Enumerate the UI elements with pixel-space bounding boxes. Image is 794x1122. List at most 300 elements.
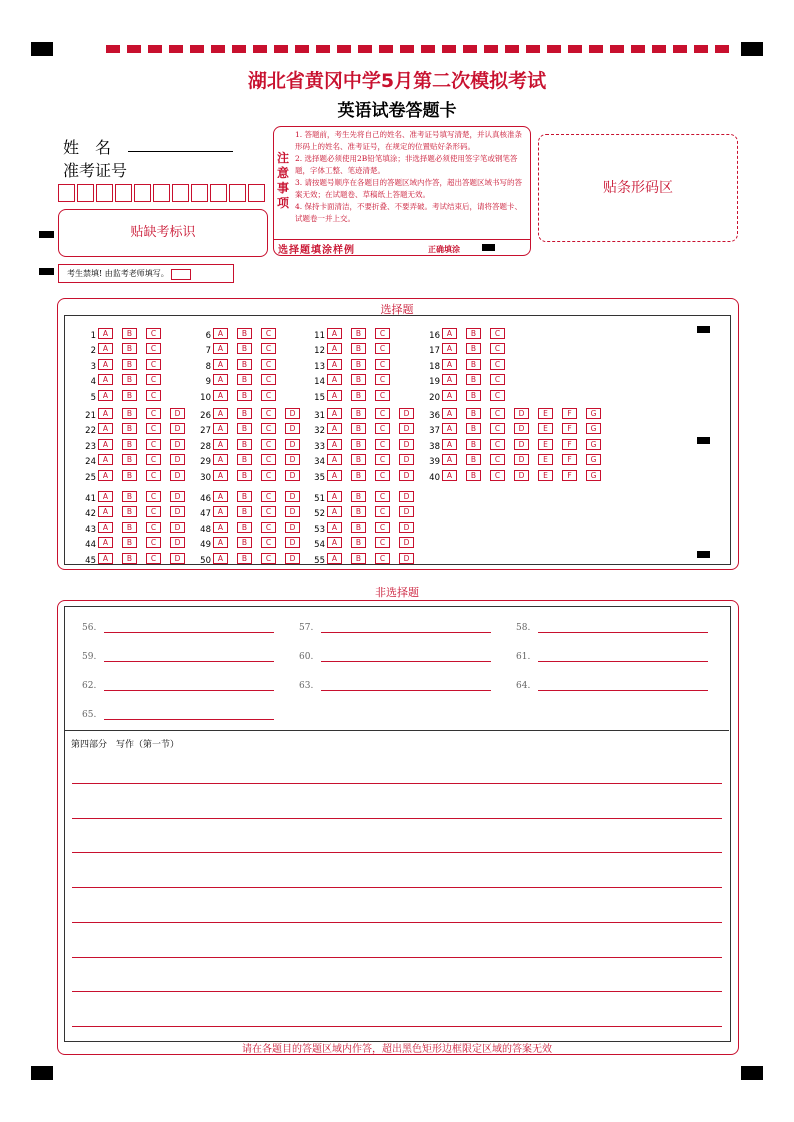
blank-number: 56. [82, 623, 97, 633]
option-bubble-b[interactable]: B [237, 390, 252, 401]
option-bubble-a[interactable]: A [213, 408, 228, 419]
blank-line[interactable] [104, 681, 274, 691]
question-row [74, 385, 170, 403]
option-bubble-d[interactable]: D [514, 454, 529, 465]
option-bubble-c[interactable]: C [261, 553, 276, 564]
option-bubble-c[interactable]: C [490, 423, 505, 434]
option-bubble-a[interactable]: A [327, 343, 342, 354]
option-bubble-a[interactable]: A [98, 470, 113, 481]
option-bubble-d[interactable]: D [514, 408, 529, 419]
option-bubble-a[interactable]: A [442, 390, 457, 401]
option-bubble-b[interactable]: B [122, 470, 137, 481]
option-bubble-b[interactable]: B [466, 454, 481, 465]
option-bubble-d[interactable]: D [399, 522, 414, 533]
option-bubble-a[interactable]: A [442, 328, 457, 339]
id-digit-cell[interactable] [191, 184, 208, 202]
id-digit-cell[interactable] [229, 184, 246, 202]
option-bubble-d[interactable]: D [399, 553, 414, 564]
option-bubble-b[interactable]: B [466, 328, 481, 339]
blank-item[interactable] [516, 652, 708, 662]
option-bubble-b[interactable]: B [351, 328, 366, 339]
id-digit-cell[interactable] [115, 184, 132, 202]
option-bubble-d[interactable]: D [170, 408, 185, 419]
footer-note: 请在各题目的答题区域内作答，超出黑色矩形边框限定区域的答案无效 [242, 1044, 552, 1055]
option-bubble-a[interactable]: A [213, 343, 228, 354]
option-bubble-c[interactable]: C [375, 454, 390, 465]
id-digit-cell[interactable] [210, 184, 227, 202]
question-number: 29 [200, 457, 211, 468]
question-row [74, 449, 194, 468]
option-bubble-c[interactable]: C [375, 408, 390, 419]
option-bubble-b[interactable]: B [237, 491, 252, 502]
absent-fill-box[interactable] [171, 269, 191, 280]
option-bubble-b[interactable]: B [122, 522, 137, 533]
option-bubble-b[interactable]: B [351, 359, 366, 370]
question-row [189, 486, 309, 504]
option-bubble-d[interactable]: D [170, 470, 185, 481]
option-bubble-a[interactable]: A [98, 553, 113, 564]
option-bubble-d[interactable]: D [170, 491, 185, 502]
option-bubble-a[interactable]: A [327, 506, 342, 517]
name-line[interactable] [128, 151, 233, 152]
question-number: 10 [200, 392, 211, 403]
option-bubble-f[interactable]: F [562, 470, 577, 481]
option-bubble-c[interactable]: C [146, 390, 161, 401]
option-bubble-a[interactable]: A [213, 522, 228, 533]
option-bubble-c[interactable]: C [490, 359, 505, 370]
option-bubble-b[interactable]: B [122, 343, 137, 354]
option-bubble-c[interactable]: C [375, 390, 390, 401]
option-bubble-e[interactable]: E [538, 423, 553, 434]
writing-line[interactable] [72, 852, 722, 853]
option-bubble-b[interactable]: B [237, 439, 252, 450]
question-number: 15 [314, 392, 325, 403]
question-number: 45 [85, 555, 96, 566]
option-bubble-b[interactable]: B [351, 454, 366, 465]
option-bubble-c[interactable]: C [261, 506, 276, 517]
blank-item[interactable] [82, 710, 274, 720]
option-bubble-b[interactable]: B [122, 374, 137, 385]
option-bubble-b[interactable]: B [122, 359, 137, 370]
option-bubble-a[interactable]: A [98, 328, 113, 339]
blank-item[interactable] [299, 623, 491, 633]
option-bubble-b[interactable]: B [351, 374, 366, 385]
writing-title: 第四部分 写作（第一节） [71, 740, 180, 750]
option-bubble-c[interactable]: C [375, 506, 390, 517]
question-number: 50 [200, 555, 211, 566]
blank-item[interactable] [82, 652, 274, 662]
option-bubble-b[interactable]: B [237, 553, 252, 564]
option-bubble-c[interactable]: C [490, 470, 505, 481]
notice-side-char: 事 [277, 181, 290, 195]
option-bubble-a[interactable]: A [98, 343, 113, 354]
option-bubble-a[interactable]: A [442, 423, 457, 434]
id-digit-cell[interactable] [134, 184, 151, 202]
option-bubble-c[interactable]: C [490, 408, 505, 419]
blank-line[interactable] [104, 710, 274, 720]
option-bubble-b[interactable]: B [351, 439, 366, 450]
option-bubble-b[interactable]: B [351, 408, 366, 419]
question-number: 24 [85, 457, 96, 468]
option-bubble-c[interactable]: C [375, 423, 390, 434]
question-number: 2 [90, 346, 96, 357]
question-number: 34 [314, 457, 325, 468]
option-bubble-b[interactable]: B [237, 506, 252, 517]
option-bubble-c[interactable]: C [375, 328, 390, 339]
option-bubble-d[interactable]: D [514, 423, 529, 434]
option-bubble-a[interactable]: A [442, 374, 457, 385]
option-bubble-c[interactable]: C [490, 390, 505, 401]
option-bubble-b[interactable]: B [122, 423, 137, 434]
option-bubble-b[interactable]: B [237, 454, 252, 465]
option-bubble-a[interactable]: A [213, 359, 228, 370]
top-dash-strip [106, 45, 736, 53]
question-number: 9 [205, 377, 211, 388]
option-bubble-d[interactable]: D [399, 506, 414, 517]
option-bubble-d[interactable]: D [285, 537, 300, 548]
question-number: 26 [200, 411, 211, 421]
question-number: 14 [314, 377, 325, 388]
option-bubble-d[interactable]: D [170, 454, 185, 465]
corner-mark-tr [741, 42, 763, 56]
writing-line[interactable] [72, 991, 722, 992]
option-bubble-c[interactable]: C [261, 439, 276, 450]
question-number: 27 [200, 426, 211, 437]
option-bubble-c[interactable]: C [375, 553, 390, 564]
option-bubble-a[interactable]: A [98, 439, 113, 450]
option-bubble-d[interactable]: D [285, 491, 300, 502]
option-bubble-a[interactable]: A [327, 374, 342, 385]
option-bubble-d[interactable]: D [170, 423, 185, 434]
option-bubble-a[interactable]: A [98, 537, 113, 548]
option-bubble-b[interactable]: B [466, 470, 481, 481]
question-row [418, 369, 514, 388]
question-row [74, 434, 194, 452]
option-bubble-a[interactable]: A [98, 491, 113, 502]
blank-number: 65. [82, 710, 97, 720]
option-bubble-c[interactable]: C [375, 439, 390, 450]
option-bubble-b[interactable]: B [466, 439, 481, 450]
option-bubble-e[interactable]: E [538, 439, 553, 450]
option-bubble-a[interactable]: A [442, 454, 457, 465]
option-bubble-a[interactable]: A [327, 423, 342, 434]
notice-item: 4. 保持卡面清洁，不要折叠、不要弄破。考试结束后，请将答题卡、试题卷一并上交。 [295, 202, 523, 223]
option-bubble-a[interactable]: A [442, 439, 457, 450]
option-bubble-c[interactable]: C [146, 454, 161, 465]
option-bubble-c[interactable]: C [146, 470, 161, 481]
option-bubble-e[interactable]: E [538, 408, 553, 419]
id-digit-cell[interactable] [77, 184, 94, 202]
question-row [189, 323, 285, 341]
blank-line[interactable] [104, 652, 274, 662]
option-bubble-a[interactable]: A [98, 408, 113, 419]
option-bubble-a[interactable]: A [213, 553, 228, 564]
question-number: 33 [314, 441, 325, 452]
writing-line[interactable] [72, 818, 722, 819]
writing-line[interactable] [72, 887, 722, 888]
option-bubble-b[interactable]: B [351, 522, 366, 533]
option-bubble-b[interactable]: B [122, 454, 137, 465]
option-bubble-b[interactable]: B [122, 390, 137, 401]
question-row [74, 532, 194, 551]
option-bubble-a[interactable]: A [98, 374, 113, 385]
option-bubble-c[interactable]: C [490, 454, 505, 465]
blank-item[interactable] [82, 623, 274, 633]
option-bubble-b[interactable]: B [237, 537, 252, 548]
option-bubble-a[interactable]: A [98, 506, 113, 517]
correct-fill-label: 正确填涂 [428, 245, 460, 254]
question-number: 4 [90, 377, 96, 388]
option-bubble-b[interactable]: B [237, 522, 252, 533]
option-bubble-g[interactable]: G [586, 439, 601, 450]
question-column [303, 403, 423, 483]
option-bubble-a[interactable]: A [213, 390, 228, 401]
option-bubble-b[interactable]: B [122, 506, 137, 517]
option-bubble-c[interactable]: C [146, 537, 161, 548]
corner-mark-tl [31, 42, 53, 56]
question-row [303, 532, 423, 551]
option-bubble-c[interactable]: C [375, 470, 390, 481]
writing-line[interactable] [72, 957, 722, 958]
option-bubble-d[interactable]: D [285, 439, 300, 450]
option-bubble-b[interactable]: B [237, 408, 252, 419]
option-bubble-d[interactable]: D [399, 439, 414, 450]
blank-item[interactable] [516, 623, 708, 633]
option-bubble-d[interactable]: D [399, 454, 414, 465]
id-grid[interactable] [58, 184, 267, 206]
option-bubble-b[interactable]: B [122, 553, 137, 564]
option-bubble-c[interactable]: C [375, 359, 390, 370]
option-bubble-c[interactable]: C [261, 328, 276, 339]
option-bubble-d[interactable]: D [170, 522, 185, 533]
question-number: 38 [429, 441, 440, 452]
option-bubble-b[interactable]: B [122, 408, 137, 419]
option-bubble-b[interactable]: B [122, 328, 137, 339]
option-bubble-a[interactable]: A [98, 454, 113, 465]
option-bubble-b[interactable]: B [351, 491, 366, 502]
option-bubble-d[interactable]: D [514, 470, 529, 481]
option-bubble-c[interactable]: C [261, 454, 276, 465]
option-bubble-a[interactable]: A [98, 390, 113, 401]
blank-item[interactable] [299, 681, 491, 691]
option-bubble-g[interactable]: G [586, 408, 601, 419]
option-bubble-c[interactable]: C [146, 491, 161, 502]
option-bubble-c[interactable]: C [490, 343, 505, 354]
option-bubble-f[interactable]: F [562, 439, 577, 450]
option-bubble-c[interactable]: C [146, 408, 161, 419]
option-bubble-b[interactable]: B [237, 423, 252, 434]
option-bubble-d[interactable]: D [399, 470, 414, 481]
option-bubble-a[interactable]: A [327, 470, 342, 481]
option-bubble-d[interactable]: D [399, 491, 414, 502]
option-bubble-b[interactable]: B [122, 439, 137, 450]
id-digit-cell[interactable] [96, 184, 113, 202]
option-bubble-c[interactable]: C [375, 537, 390, 548]
option-bubble-b[interactable]: B [466, 343, 481, 354]
option-bubble-b[interactable]: B [466, 374, 481, 385]
option-bubble-a[interactable]: A [442, 408, 457, 419]
option-bubble-b[interactable]: B [351, 423, 366, 434]
option-bubble-a[interactable]: A [327, 328, 342, 339]
option-bubble-a[interactable]: A [213, 470, 228, 481]
writing-line[interactable] [72, 1026, 722, 1027]
option-bubble-b[interactable]: B [122, 491, 137, 502]
option-bubble-b[interactable]: B [351, 343, 366, 354]
option-bubble-d[interactable]: D [170, 537, 185, 548]
option-bubble-c[interactable]: C [146, 359, 161, 370]
option-bubble-a[interactable]: A [213, 491, 228, 502]
blank-item[interactable] [82, 681, 274, 691]
option-bubble-b[interactable]: B [351, 553, 366, 564]
blank-line[interactable] [538, 652, 708, 662]
option-bubble-e[interactable]: E [538, 470, 553, 481]
question-row [74, 501, 194, 520]
question-row [189, 449, 309, 468]
question-number: 41 [85, 494, 96, 504]
option-bubble-a[interactable]: A [327, 454, 342, 465]
option-bubble-c[interactable]: C [261, 423, 276, 434]
option-bubble-a[interactable]: A [98, 522, 113, 533]
option-bubble-d[interactable]: D [285, 408, 300, 419]
option-bubble-b[interactable]: B [466, 408, 481, 419]
option-bubble-a[interactable]: A [327, 537, 342, 548]
option-bubble-a[interactable]: A [442, 343, 457, 354]
option-bubble-g[interactable]: G [586, 423, 601, 434]
option-bubble-c[interactable]: C [261, 343, 276, 354]
option-bubble-b[interactable]: B [351, 537, 366, 548]
id-digit-cell[interactable] [248, 184, 265, 202]
option-bubble-b[interactable]: B [351, 470, 366, 481]
option-bubble-c[interactable]: C [375, 522, 390, 533]
option-bubble-c[interactable]: C [261, 522, 276, 533]
option-bubble-d[interactable]: D [170, 506, 185, 517]
blank-line[interactable] [104, 623, 274, 633]
option-bubble-d[interactable]: D [285, 506, 300, 517]
option-bubble-b[interactable]: B [466, 423, 481, 434]
option-bubble-c[interactable]: C [146, 439, 161, 450]
option-bubble-d[interactable]: D [399, 408, 414, 419]
id-digit-cell[interactable] [58, 184, 75, 202]
option-bubble-g[interactable]: G [586, 470, 601, 481]
option-bubble-a[interactable]: A [442, 470, 457, 481]
option-bubble-a[interactable]: A [213, 506, 228, 517]
option-bubble-c[interactable]: C [146, 522, 161, 533]
option-bubble-a[interactable]: A [327, 408, 342, 419]
option-bubble-c[interactable]: C [490, 374, 505, 385]
option-bubble-b[interactable]: B [237, 359, 252, 370]
option-bubble-f[interactable]: F [562, 408, 577, 419]
option-bubble-c[interactable]: C [261, 470, 276, 481]
option-bubble-c[interactable]: C [261, 390, 276, 401]
option-bubble-c[interactable]: C [375, 374, 390, 385]
option-bubble-a[interactable]: A [327, 439, 342, 450]
barcode-label: 贴条形码区 [603, 180, 673, 196]
option-bubble-b[interactable]: B [237, 343, 252, 354]
option-bubble-a[interactable]: A [327, 359, 342, 370]
option-bubble-a[interactable]: A [213, 374, 228, 385]
option-bubble-b[interactable]: B [237, 374, 252, 385]
option-bubble-a[interactable]: A [442, 359, 457, 370]
option-bubble-d[interactable]: D [285, 553, 300, 564]
option-bubble-d[interactable]: D [399, 537, 414, 548]
option-bubble-a[interactable]: A [327, 522, 342, 533]
option-bubble-c[interactable]: C [146, 343, 161, 354]
option-bubble-b[interactable]: B [122, 537, 137, 548]
option-bubble-f[interactable]: F [562, 423, 577, 434]
option-bubble-a[interactable]: A [213, 328, 228, 339]
blank-line[interactable] [538, 623, 708, 633]
writing-line[interactable] [72, 922, 722, 923]
notice-item: 2. 选择题必须使用2B铅笔填涂；非选择题必须使用签字笔或钢笔答题，字体工整、笔迹清楚。 [295, 154, 518, 175]
id-digit-cell[interactable] [153, 184, 170, 202]
option-bubble-b[interactable]: B [466, 359, 481, 370]
option-bubble-c[interactable]: C [261, 491, 276, 502]
id-digit-cell[interactable] [172, 184, 189, 202]
option-bubble-c[interactable]: C [146, 506, 161, 517]
blank-line[interactable] [321, 681, 491, 691]
question-row [303, 434, 423, 452]
option-bubble-d[interactable]: D [285, 423, 300, 434]
option-bubble-g[interactable]: G [586, 454, 601, 465]
option-bubble-a[interactable]: A [327, 553, 342, 564]
option-bubble-a[interactable]: A [327, 491, 342, 502]
option-bubble-c[interactable]: C [146, 328, 161, 339]
option-bubble-b[interactable]: B [237, 328, 252, 339]
option-bubble-c[interactable]: C [490, 328, 505, 339]
option-bubble-c[interactable]: C [146, 553, 161, 564]
option-bubble-d[interactable]: D [170, 439, 185, 450]
blank-item[interactable] [516, 681, 708, 691]
option-bubble-d[interactable]: D [285, 470, 300, 481]
option-bubble-b[interactable]: B [351, 506, 366, 517]
option-bubble-c[interactable]: C [261, 359, 276, 370]
option-bubble-a[interactable]: A [98, 423, 113, 434]
blank-line[interactable] [538, 681, 708, 691]
option-bubble-d[interactable]: D [285, 522, 300, 533]
option-bubble-b[interactable]: B [466, 390, 481, 401]
option-bubble-c[interactable]: C [261, 408, 276, 419]
blank-item[interactable] [299, 652, 491, 662]
option-bubble-d[interactable]: D [399, 423, 414, 434]
option-bubble-b[interactable]: B [351, 390, 366, 401]
option-bubble-a[interactable]: A [213, 439, 228, 450]
option-bubble-d[interactable]: D [514, 439, 529, 450]
option-bubble-a[interactable]: A [213, 537, 228, 548]
blank-line[interactable] [321, 652, 491, 662]
question-column [189, 486, 309, 566]
option-bubble-f[interactable]: F [562, 454, 577, 465]
option-bubble-c[interactable]: C [146, 374, 161, 385]
option-bubble-a[interactable]: A [98, 359, 113, 370]
writing-line[interactable] [72, 783, 722, 784]
blank-line[interactable] [321, 623, 491, 633]
option-bubble-a[interactable]: A [213, 454, 228, 465]
option-bubble-d[interactable]: D [285, 454, 300, 465]
option-bubble-c[interactable]: C [490, 439, 505, 450]
notice-items [295, 129, 525, 225]
option-bubble-a[interactable]: A [213, 423, 228, 434]
option-bubble-e[interactable]: E [538, 454, 553, 465]
option-bubble-a[interactable]: A [327, 390, 342, 401]
option-bubble-b[interactable]: B [237, 470, 252, 481]
option-bubble-c[interactable]: C [261, 537, 276, 548]
option-bubble-c[interactable]: C [375, 343, 390, 354]
option-bubble-d[interactable]: D [170, 553, 185, 564]
option-bubble-c[interactable]: C [146, 423, 161, 434]
option-bubble-c[interactable]: C [261, 374, 276, 385]
option-bubble-c[interactable]: C [375, 491, 390, 502]
question-number: 22 [85, 426, 96, 437]
